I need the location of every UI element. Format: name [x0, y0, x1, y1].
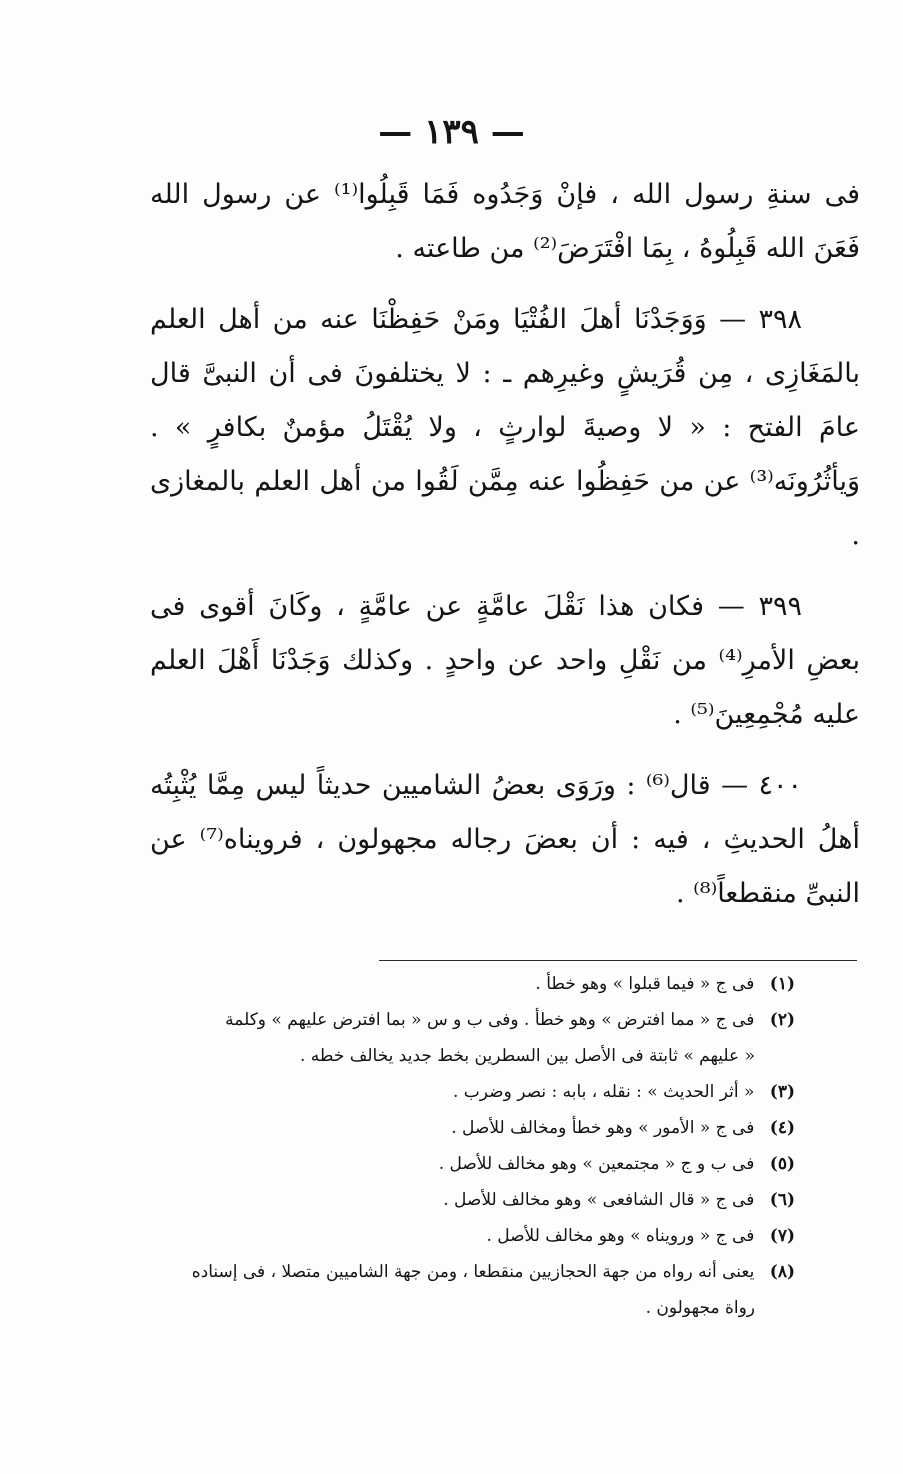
footnotes	[160, 966, 795, 1326]
footnote-marker: (٨)	[769, 1262, 795, 1282]
text-line: ٤٠٠ — قال⁽⁶⁾ : ورَوَى بعضُ الشاميين حديثاً ليس مِمَّا يُثْبِتُه	[150, 770, 803, 801]
footnote-marker: (٤)	[769, 1118, 795, 1138]
footnote-5	[160, 1146, 795, 1182]
footnote-2	[160, 1002, 795, 1038]
footnote-text: فى ج « الأمور » وهو خطأ ومخالف للأصل .	[451, 1118, 755, 1138]
footnote-2-continuation: « عليهم » ثابتة فى الأصل بين السطرين بخط جديد يخالف خطه .	[299, 1046, 755, 1066]
page-number: — ١٣٩ —	[378, 112, 525, 152]
footnote-marker: (٥)	[769, 1154, 795, 1174]
text-line: فى سنةِ رسول الله ، فإنْ وَجَدُوه فَمَا قَبِلُوا⁽¹⁾ عن رسول الله فَعَنَ	[150, 179, 860, 264]
paragraph-400	[150, 759, 860, 921]
footnote-text: يعنى أنه رواه من جهة الحجازيين منقطعا ، ومن جهة الشاميين متصلا ، فى إسناده	[191, 1262, 755, 1282]
footnote-text: فى ج « مما افترض » وهو خطأ . وفى ب و س « بما افترض عليهم » وكلمة	[225, 1010, 755, 1030]
main-text	[150, 168, 860, 938]
footnote-divider	[379, 960, 857, 961]
footnote-7	[160, 1218, 795, 1254]
text-line: أهلُ الحديثِ ، فيه : أن بعضَ رجاله مجهولون ، فرويناه⁽⁷⁾ عن النبىِّ	[150, 824, 860, 909]
footnote-1	[160, 966, 795, 1002]
footnote-text: « أثر الحديث » : نقله ، بابه : نصر وضرب .	[452, 1082, 755, 1102]
footnote-8	[160, 1254, 795, 1290]
footnote-text: فى ج « قال الشافعى » وهو مخالف للأصل .	[443, 1190, 755, 1210]
footnote-marker: (١)	[769, 974, 795, 994]
text-line: « لا وصيةَ لوارثٍ ، ولا يُقْتَلُ مؤمنٌ بكافرٍ » . وَيأثُرُونَه⁽³⁾ عن من	[150, 412, 860, 497]
text-line: بالمَغَازِى ، مِن قُرَيشٍ وغيرِهم ـ : لا يختلفونَ فى أن النبىَّ قال عامَ الفتح :	[150, 358, 860, 443]
footnote-marker: (٢)	[769, 1010, 795, 1030]
footnote-8-continuation: رواة مجهولون .	[645, 1298, 755, 1318]
footnote-marker: (٦)	[769, 1190, 795, 1210]
footnote-3	[160, 1074, 795, 1110]
footnote-marker: (٧)	[769, 1226, 795, 1246]
text-line: ٣٩٨ — وَوَجَدْنَا أهلَ الفُتْيَا ومَنْ حَفِظْنَا عنه من أهل العلم	[150, 304, 802, 335]
footnote-text: فى ج « فيما قبلوا » وهو خطأ .	[535, 974, 755, 994]
footnote-text: فى ب و ج « مجتمعين » وهو مخالف للأصل .	[438, 1154, 755, 1174]
footnote-text: فى ج « ورويناه » وهو مخالف للأصل .	[486, 1226, 755, 1246]
text-line: ٣٩٩ — فكان هذا نَقْلَ عامَّةٍ عن عامَّةٍ ، وكَانَ أقوى فى بعضِ	[150, 591, 860, 676]
text-line: الله قَبِلُوهُ ، بِمَا افْتَرَضَ⁽²⁾ من طاعته .	[395, 233, 805, 264]
paragraph-continuation	[150, 168, 860, 276]
text-line: حَفِظُوا عنه مِمَّن لَقُوا من أهل العلم بالمغازى .	[150, 466, 860, 551]
footnote-marker: (٣)	[769, 1082, 795, 1102]
paragraph-398	[150, 293, 860, 563]
text-line: الأمرِ⁽⁴⁾ من نَقْلِ واحد عن واحدٍ . وكذلك وَجَدْنَا أَهْلَ العلم	[150, 645, 795, 676]
paragraph-399	[150, 580, 860, 742]
footnote-6	[160, 1182, 795, 1218]
text-line: عليه مُجْمِعِينَ⁽⁵⁾ .	[673, 699, 860, 730]
text-line: منقطعاً⁽⁸⁾ .	[675, 878, 797, 909]
footnote-4	[160, 1110, 795, 1146]
